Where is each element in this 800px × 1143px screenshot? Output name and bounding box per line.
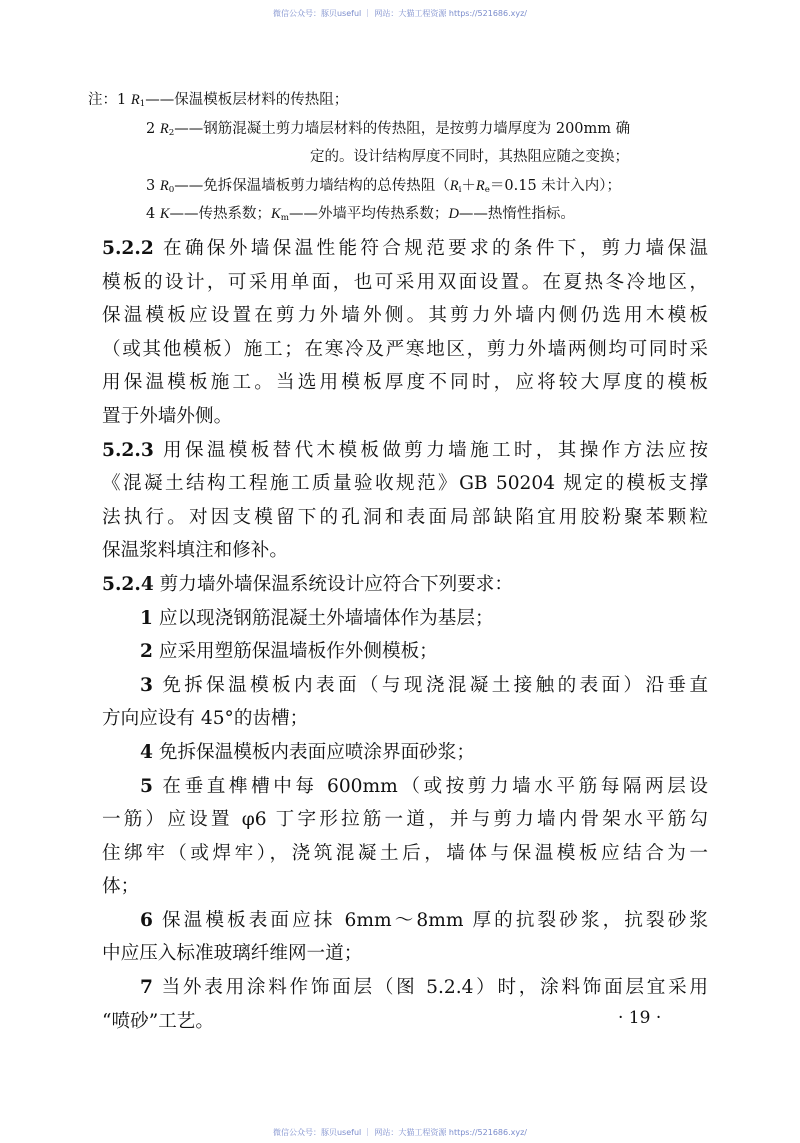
note-line [88, 115, 728, 144]
note-line [88, 200, 728, 229]
text-segment: ——钢筋混凝土剪力墙层材料的传热阻，是按剪力墙厚度为 200mm 确 [174, 120, 631, 137]
text-segment: ——外墙平均传热系数； [288, 206, 449, 222]
text-segment: R [159, 120, 169, 137]
text-segment: 2 [168, 127, 175, 138]
text-segment: 模板的设计，可采用单面，也可采用双面设置。在夏热冬冷地区， [102, 271, 708, 293]
text-segment: 5.2.2 [102, 238, 154, 259]
text-segment: 保温模板表面应抹 6mm～8mm 厚的抗裂砂浆，抗裂砂浆 [152, 909, 708, 931]
text-segment: 保温浆料填注和修补。 [102, 540, 288, 562]
text-segment: ＋ [461, 177, 476, 194]
text-segment: 免拆保温模板内表面应喷涂界面砂浆； [152, 741, 475, 763]
text-line [102, 568, 708, 602]
text-segment: 体； [102, 876, 140, 898]
text-segment: 一筋）应设置 φ6 丁字形拉筋一道，并与剪力墙内骨架水平筋勾 [102, 809, 708, 831]
text-segment: R [130, 92, 140, 108]
text-segment: 3 [146, 177, 160, 194]
text-segment: 定的。设计结构厚度不同时，其热阻应随之变换； [310, 149, 629, 165]
text-line [102, 467, 708, 501]
note-line [88, 143, 728, 172]
text-segment: ——保温模板层材料的传热阻； [145, 92, 349, 108]
text-segment: 在垂直榫槽中每 600mm（或按剪力墙水平筋每隔两层设 [152, 775, 708, 797]
text-segment: 应以现浇钢筋混凝土外墙墙体作为基层； [152, 607, 494, 629]
text-segment: 7 [140, 977, 153, 999]
text-segment: K [271, 206, 281, 222]
text-segment: i [458, 184, 462, 195]
text-segment: R [159, 177, 169, 194]
text-segment: 6 [140, 909, 153, 931]
text-line [102, 400, 708, 434]
text-segment: 注： [88, 92, 117, 108]
text-segment: 用保温模板施工。当选用模板厚度不同时，应将较大厚度的模板 [102, 372, 708, 394]
text-segment: m [280, 213, 289, 224]
text-segment: 在确保外墙保温性能符合规范要求的条件下，剪力墙保温 [153, 238, 708, 259]
text-segment: “喷砂”工艺。 [102, 1010, 214, 1032]
text-segment: 法执行。对因支模留下的孔洞和表面局部缺陷宜用胶粉聚苯颗粒 [102, 506, 708, 528]
text-segment: 0 [168, 184, 175, 195]
text-segment: 1 [117, 92, 131, 108]
note-line [88, 86, 728, 115]
text-segment: 2 [146, 120, 160, 137]
text-line [102, 803, 708, 837]
text-line [102, 299, 708, 333]
text-line [102, 837, 708, 871]
page-number: · 19 · [618, 1008, 662, 1028]
text-line [102, 333, 708, 367]
table-notes [88, 86, 728, 229]
text-segment: 应采用塑筋保温墙板作外侧模板； [152, 641, 438, 663]
text-segment: R [475, 177, 485, 194]
text-segment: （或其他模板）施工；在寒冷及严寒地区，剪力外墙两侧均可同时采 [102, 338, 708, 360]
watermark-bottom: 微信公众号：豚贝useful ｜ 网站：大猫工程资源 https://521686.xyz/ [272, 1128, 528, 1137]
text-segment: 4 [146, 206, 160, 222]
text-line [102, 366, 708, 400]
text-line [102, 635, 708, 669]
text-segment: 住绑牢（或焊牢），浇筑混凝土后，墙体与保温模板应结合为一 [102, 842, 708, 864]
text-segment: 保温模板应设置在剪力外墙外侧。其剪力外墙内侧仍选用木模板 [102, 305, 708, 327]
text-line [102, 770, 708, 804]
text-segment: R [449, 177, 459, 194]
text-segment: e [484, 184, 490, 195]
text-line [102, 602, 708, 636]
text-segment: 方向应设有 45°的齿槽； [102, 708, 309, 730]
text-segment: 4 [140, 741, 153, 763]
text-segment: 5 [140, 775, 153, 797]
body-text [102, 232, 708, 1038]
text-segment: 1 [139, 99, 146, 110]
text-segment: 当外表用涂料作饰面层（图 5.2.4）时，涂料饰面层宜采用 [152, 977, 708, 999]
text-segment: ——传热系数； [169, 206, 272, 222]
text-line [102, 434, 708, 468]
text-line [102, 870, 708, 904]
text-segment: ＝0.15 未计入内）； [489, 177, 622, 194]
note-line [88, 172, 728, 201]
text-segment: ——热惰性指标。 [458, 206, 575, 222]
text-line [102, 534, 708, 568]
text-segment: 1 [140, 607, 153, 629]
text-line [102, 669, 708, 703]
text-segment: 《混凝土结构工程施工质量验收规范》GB 50204 规定的模板支撑 [102, 473, 708, 495]
text-segment: 免拆保温模板内表面（与现浇混凝土接触的表面）沿垂直 [152, 674, 708, 696]
text-segment: 剪力墙外墙保温系统设计应符合下列要求： [153, 573, 513, 595]
text-segment: 用保温模板替代木模板做剪力墙施工时，其操作方法应按 [153, 439, 708, 461]
text-line [102, 904, 708, 938]
text-line [102, 501, 708, 535]
text-segment: 中应压入标准玻璃纤维网一道； [102, 943, 363, 965]
watermark-top: 微信公众号：豚贝useful ｜ 网站：大猫工程资源 https://521686.xyz/ [272, 9, 528, 18]
text-line [102, 232, 708, 266]
text-segment: D [448, 206, 459, 222]
text-line [102, 702, 708, 736]
text-segment: 置于外墙外侧。 [102, 405, 233, 427]
text-segment: 5.2.4 [102, 573, 154, 595]
text-segment: K [159, 206, 170, 222]
text-line [102, 736, 708, 770]
text-segment: 5.2.3 [102, 439, 154, 461]
text-segment: 2 [140, 641, 153, 663]
text-segment: 3 [140, 674, 153, 696]
text-line [102, 971, 708, 1005]
text-line [102, 937, 708, 971]
text-segment: ——免拆保温墙板剪力墙结构的总传热阻（ [174, 177, 450, 194]
text-line [102, 266, 708, 300]
